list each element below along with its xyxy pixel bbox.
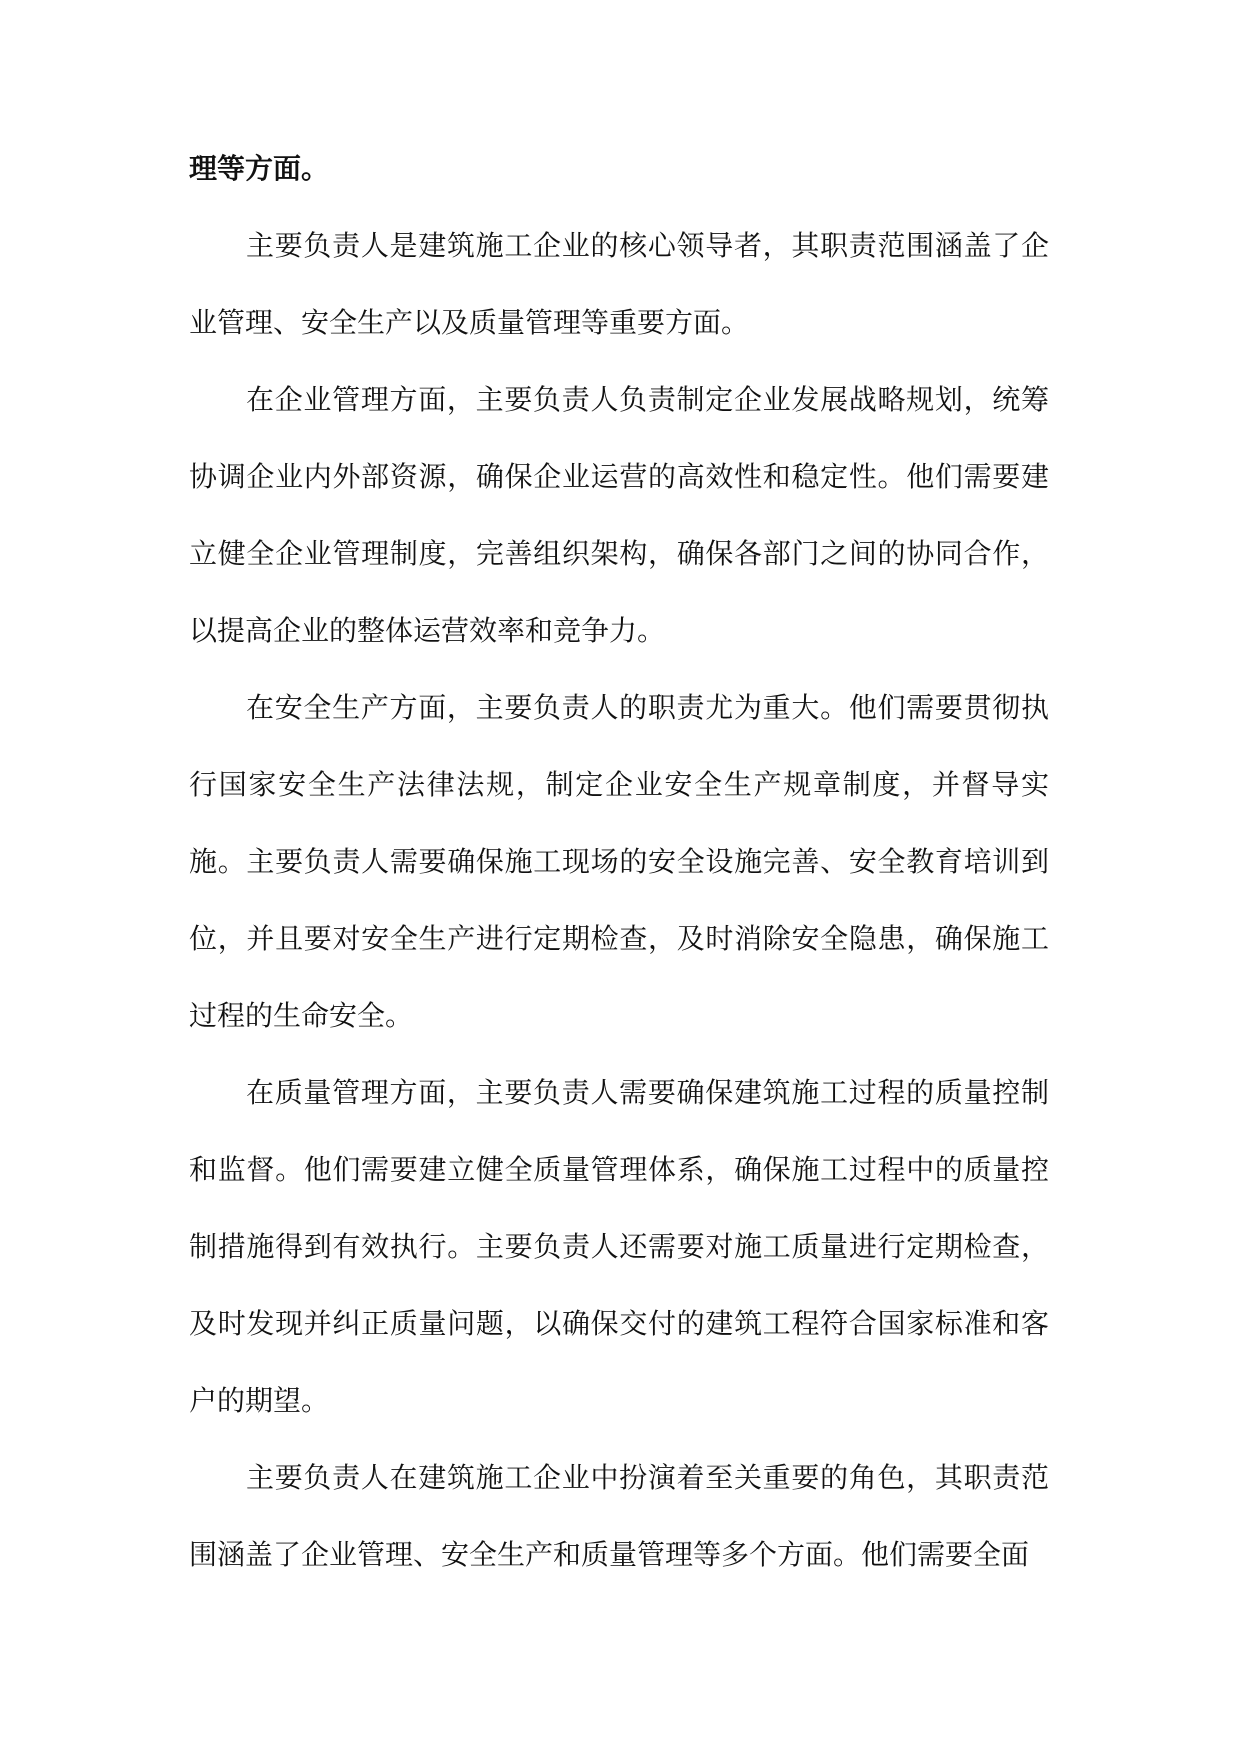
paragraph-enterprise-management: 在企业管理方面，主要负责人负责制定企业发展战略规划，统筹协调企业内外部资源，确保企业运营的高效性和稳定性。他们需要建立健全企业管理制度，完善组织架构，确保各部门之间的协同合作，以提高企业的整体运营效率和竞争力。 bbox=[189, 383, 1049, 647]
document-body bbox=[189, 130, 1049, 1593]
paragraph-quality-management: 在质量管理方面，主要负责人需要确保建筑施工过程的质量控制和监督。他们需要建立健全质量管理体系，确保施工过程中的质量控制措施得到有效执行。主要负责人还需要对施工质量进行定期检查，及时发现并纠正质量问题，以确保交付的建筑工程符合国家标准和客户的期望。 bbox=[189, 1076, 1049, 1417]
paragraph-safety-production: 在安全生产方面，主要负责人的职责尤为重大。他们需要贯彻执行国家安全生产法律法规，制定企业安全生产规章制度，并督导实施。主要负责人需要确保施工现场的安全设施完善、安全教育培训到位，并且要对安全生产进行定期检查，及时消除安全隐患，确保施工过程的生命安全。 bbox=[189, 691, 1049, 1032]
paragraph-summary: 主要负责人在建筑施工企业中扮演着至关重要的角色，其职责范围涵盖了企业管理、安全生产和质量管理等多个方面。他们需要全面 bbox=[189, 1461, 1049, 1571]
paragraph-overview: 主要负责人是建筑施工企业的核心领导者，其职责范围涵盖了企业管理、安全生产以及质量管理等重要方面。 bbox=[189, 229, 1049, 339]
continued-paragraph-fragment: 理等方面。 bbox=[189, 152, 330, 185]
